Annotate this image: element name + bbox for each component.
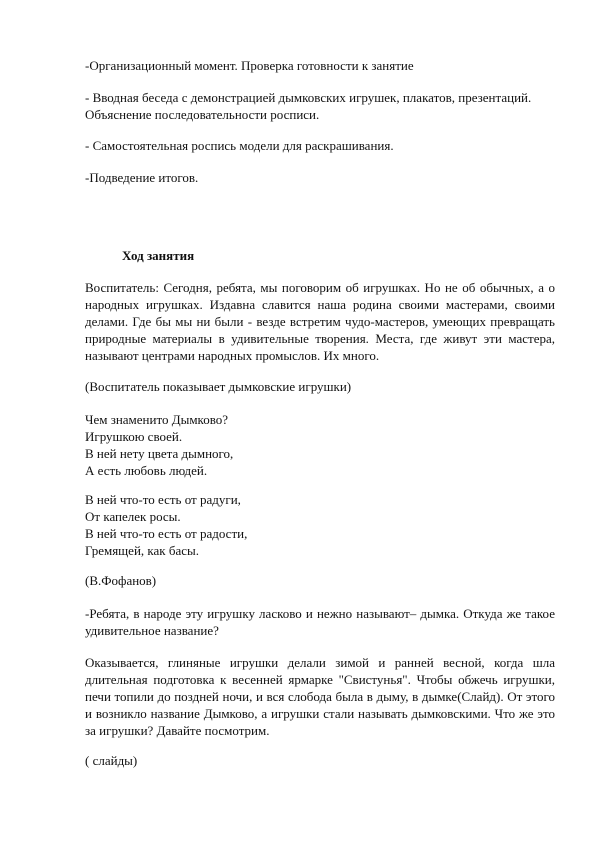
stage-note: (Воспитатель показывает дымковские игрушки)	[85, 379, 352, 394]
question-paragraph: -Ребята, в народе эту игрушку ласково и нежно называют– дымка. Откуда же такое удивительное название?	[85, 606, 555, 638]
poem-stanza-1	[85, 411, 555, 479]
poem-line: Гремящей, как басы.	[85, 543, 200, 558]
plan-item-1: -Организационный момент. Проверка готовности к занятие	[85, 58, 414, 73]
poem-line: А есть любовь людей.	[85, 463, 208, 478]
section-heading: Ход занятия	[122, 248, 195, 263]
intro-paragraph: Воспитатель: Сегодня, ребята, мы поговорим об игрушках. Но не об обычных, а о народных игрушках. Издавна славится наша родина своими мастерами, своими делами. Где бы мы ни были - везде встретим чудо-мастеров, умеющих превращать природные материалы в удивительные творения. Места, где живут эти мастера, называют центрами народных промыслов. Их много.	[85, 280, 555, 363]
poem-line: В ней что-то есть от радуги,	[85, 492, 241, 507]
poem-line: Игрушкою своей.	[85, 429, 183, 444]
poem-line: В ней нету цвета дымного,	[85, 446, 234, 461]
slides-note: ( слайды)	[85, 753, 138, 768]
plan-item-2: - Вводная беседа с демонстрацией дымковских игрушек, плакатов, презентаций. Объяснение последовательности росписи.	[85, 90, 532, 122]
poem-line: Чем знаменито Дымково?	[85, 412, 229, 427]
plan-item-4: -Подведение итогов.	[85, 170, 199, 185]
poem-line: От капелек росы.	[85, 509, 181, 524]
plan-item-3: - Самостоятельная роспись модели для раскрашивания.	[85, 138, 394, 153]
poem-stanza-2	[85, 491, 555, 559]
poem-line: В ней что-то есть от радости,	[85, 526, 248, 541]
explanation-paragraph: Оказывается, глиняные игрушки делали зимой и ранней весной, когда шла длительная подготовка к весенней ярмарке "Свистунья". Чтобы обжечь игрушки, печи топили до поздней ночи, и вся слобода была в дыму, в дымке(Слайд). От этого и возникло название Дымково, а игрушки стали называть дымковскими. Что же это за игрушки? Давайте посмотрим.	[85, 655, 555, 738]
poem-author: (В.Фофанов)	[85, 573, 157, 588]
